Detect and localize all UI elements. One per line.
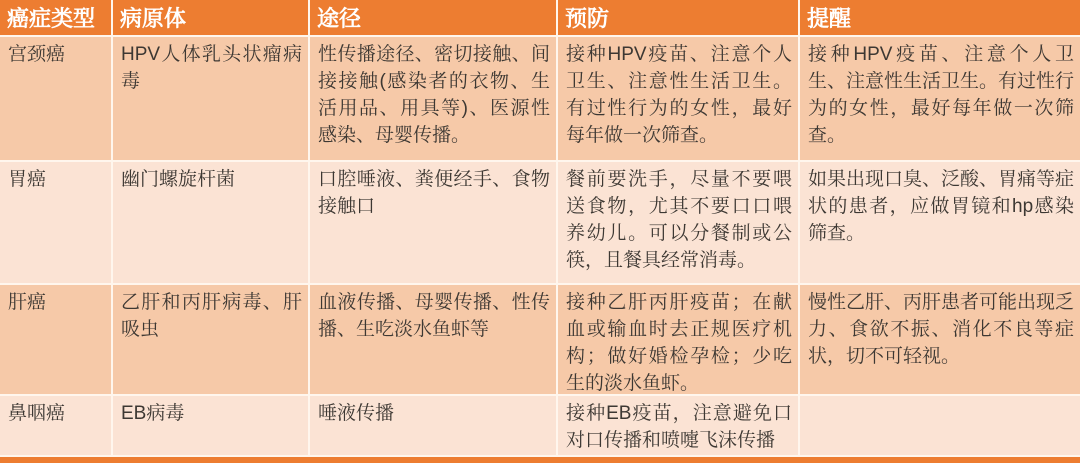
- cell-nasopharyngeal-route: 唾液传播: [310, 396, 556, 455]
- header-cell-pathogen: 病原体: [113, 0, 308, 35]
- cell-cervical-cancer-type: 宫颈癌: [0, 37, 111, 160]
- cell-liver-route: 血液传播、母婴传播、性传播、生吃淡水鱼虾等: [310, 285, 556, 394]
- header-cell-prevention: 预防: [558, 0, 798, 35]
- cell-cervical-prevention: 接种HPV疫苗、注意个人卫生、注意性生活卫生。有过性行为的女性，最好每年做一次筛查。: [558, 37, 798, 160]
- cell-stomach-pathogen: 幽门螺旋杆菌: [113, 162, 308, 283]
- cell-nasopharyngeal-cancer-type: 鼻咽癌: [0, 396, 111, 455]
- table-bottom-accent-border: [0, 457, 1080, 463]
- header-cell-route: 途径: [310, 0, 556, 35]
- cell-nasopharyngeal-reminder: [800, 396, 1080, 455]
- cell-stomach-route: 口腔唾液、粪便经手、食物接触口: [310, 162, 556, 283]
- cell-liver-pathogen: 乙肝和丙肝病毒、肝吸虫: [113, 285, 308, 394]
- cell-cervical-reminder: 接种HPV疫苗、注意个人卫生、注意性生活卫生。有过性行为的女性，最好每年做一次筛查。: [800, 37, 1080, 160]
- cell-cervical-pathogen: HPV人体乳头状瘤病毒: [113, 37, 308, 160]
- cell-stomach-cancer-type: 胃癌: [0, 162, 111, 283]
- header-cell-reminder: 提醒: [800, 0, 1080, 35]
- cell-liver-reminder: 慢性乙肝、丙肝患者可能出现乏力、食欲不振、消化不良等症状，切不可轻视。: [800, 285, 1080, 394]
- cell-stomach-reminder: 如果出现口臭、泛酸、胃痛等症状的患者，应做胃镜和hp感染筛查。: [800, 162, 1080, 283]
- header-cell-cancer-type: 癌症类型: [0, 0, 111, 35]
- cell-nasopharyngeal-pathogen: EB病毒: [113, 396, 308, 455]
- cell-stomach-prevention: 餐前要洗手，尽量不要喂送食物，尤其不要口口喂养幼儿。可以分餐制或公筷，且餐具经常消毒。: [558, 162, 798, 283]
- cell-cervical-route: 性传播途径、密切接触、间接接触(感染者的衣物、生活用品、用具等)、医源性感染、母婴传播。: [310, 37, 556, 160]
- cell-liver-cancer-type: 肝癌: [0, 285, 111, 394]
- cell-nasopharyngeal-prevention: 接种EB疫苗，注意避免口对口传播和喷嚏飞沫传播: [558, 396, 798, 455]
- cell-liver-prevention: 接种乙肝丙肝疫苗；在献血或输血时去正规医疗机构；做好婚检孕检；少吃生的淡水鱼虾。: [558, 285, 798, 394]
